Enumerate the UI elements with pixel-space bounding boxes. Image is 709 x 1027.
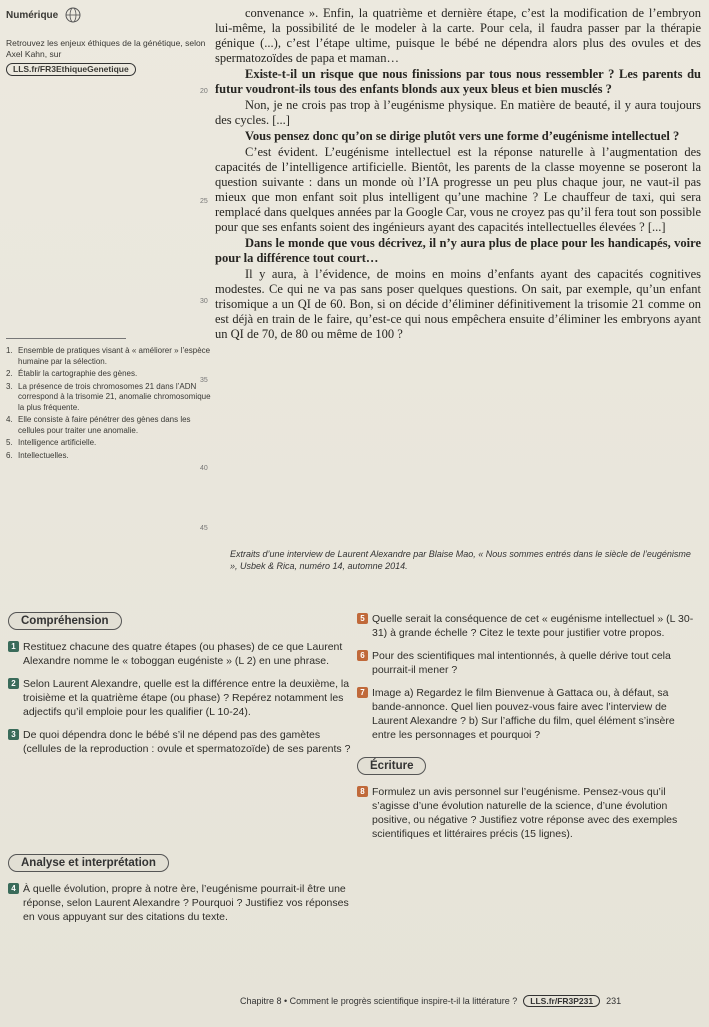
footnote bbox=[6, 346, 211, 367]
exercise-item bbox=[357, 686, 701, 742]
footnote bbox=[6, 415, 211, 436]
comprehension-section bbox=[8, 612, 353, 765]
footnote bbox=[6, 382, 211, 414]
line-number: 25 bbox=[200, 198, 208, 205]
footnote-text: La présence de trois chromosomes 21 dans l’ADN correspond à la trisomie 21, anomalie chromosomique la plus fréquente. bbox=[18, 381, 211, 412]
exercise-number-badge: 8 bbox=[357, 786, 368, 797]
source-citation: Extraits d’une interview de Laurent Alexandre par Blaise Mao, « Nous sommes entrés dans le siècle de l’eugénisme », Usbek & Rica, numéro 14, automne 2014. bbox=[230, 549, 691, 571]
exercise-number-badge: 5 bbox=[357, 613, 368, 624]
analyse-section bbox=[8, 854, 353, 933]
page-footer bbox=[240, 995, 700, 1007]
exercise-text: Selon Laurent Alexandre, quelle est la différence entre la deuxième, la troisième et la quatrième étape (ou phase) ? Repérez notamment les adjectifs qu’il emploie pour les qualifier (L 10-24). bbox=[23, 678, 350, 718]
analyse-title: Analyse et interprétation bbox=[8, 854, 169, 872]
footnote-number: 3. bbox=[6, 381, 13, 391]
exercise-item bbox=[8, 677, 353, 719]
line-number: 35 bbox=[200, 377, 208, 384]
footnote-number: 5. bbox=[6, 438, 13, 447]
line-number: 40 bbox=[200, 465, 208, 472]
exercise-number-badge: 6 bbox=[357, 650, 368, 661]
footer-chapter: Chapitre 8 • Comment le progrès scientifique inspire-t-il la littérature ? bbox=[240, 996, 518, 1006]
exercise-number-badge: 2 bbox=[8, 678, 19, 689]
globe-icon bbox=[62, 6, 84, 24]
exercise-item bbox=[8, 728, 353, 756]
exercise-number-badge: 7 bbox=[357, 687, 368, 698]
footnotes bbox=[6, 338, 211, 463]
exercise-number-badge: 4 bbox=[8, 883, 19, 894]
footnote-text: Elle consiste à faire pénétrer des gènes dans les cellules pour traiter une anomalie. bbox=[18, 415, 191, 435]
exercise-item bbox=[8, 882, 353, 924]
line-number: 45 bbox=[200, 525, 208, 532]
footer-link[interactable]: LLS.fr/FR3P231 bbox=[523, 995, 600, 1007]
exercise-item bbox=[357, 649, 701, 677]
footnote-text: Intellectuelles. bbox=[18, 450, 69, 460]
exercise-text: Quelle serait la conséquence de cet « eugénisme intellectuel » (L 30-31) à grande échelle ? Citez le texte pour justifier votre propos. bbox=[372, 613, 694, 639]
numerique-title: Numérique bbox=[6, 9, 59, 21]
footnote bbox=[6, 438, 211, 449]
interview-answer: convenance ». Enfin, la quatrième et dernière étape, c’est la modification de l’embryon lui-même, la possibilité de le modeler à la carte. Pour cela, il faudra passer par la thérapie génique (...), c’est l’étape ultime, puisque le bébé ne dépendra alors plus des ovules et des spermatozoïdes de papa et maman… bbox=[215, 6, 701, 65]
margin-column bbox=[6, 6, 206, 76]
footnote-number: 1. bbox=[6, 346, 13, 355]
exercise-text: De quoi dépendra donc le bébé s’il ne dépend pas des gamètes (cellules de la reproduction : ovule et spermatozoïde) de ses parents ? bbox=[23, 729, 351, 755]
line-number: 20 bbox=[200, 88, 208, 95]
interview-answer: Non, je ne crois pas trop à l’eugénisme physique. En matière de beauté, il y aura toujours des cycles. [...] bbox=[215, 98, 701, 127]
footnote-divider bbox=[6, 338, 126, 339]
comprehension-title: Compréhension bbox=[8, 612, 122, 630]
right-questions bbox=[357, 612, 701, 850]
footnote-text: Ensemble de pratiques visant à « améliorer » l’espèce humaine par la sélection. bbox=[18, 346, 211, 366]
footnote-number: 2. bbox=[6, 369, 13, 378]
exercise-number-badge: 3 bbox=[8, 729, 19, 740]
footnote bbox=[6, 451, 211, 462]
interview-answer: C’est évident. L’eugénisme intellectuel est la réponse naturelle à l’augmentation des capacités de l’intelligence artificielle. Bientôt, les parents de la classe moyenne se poseront la question suivante : dans un monde où l’IA progresse un peu plus chaque jour, ne vaut-il pas mieux que mon enfant soit plus intelligent qu’une machine ? Le chauffeur de taxi, qui sera remplacé dans quelques années par la Google Car, vous ne croyez pas qu’il fera tout son possible pour que ses enfants soient des ingénieurs ayant des capacités intellectuelles élevées ? [...] bbox=[215, 145, 701, 234]
footnote-number: 6. bbox=[6, 450, 13, 460]
numerique-link[interactable]: LLS.fr/FR3EthiqueGenetique bbox=[6, 63, 136, 76]
interview-question: Vous pensez donc qu’on se dirige plutôt vers une forme d’eugénisme intellectuel ? bbox=[245, 129, 680, 143]
interview-question: Existe-t-il un risque que nous finissions par tous nous ressembler ? Les parents du futur voudront-ils tous des enfants blonds aux yeux bleus et bien musclés ? bbox=[215, 67, 701, 96]
margin-text: Retrouvez les enjeux éthiques de la génétique, selon Axel Kahn, sur bbox=[6, 38, 206, 59]
interview-answer: Il y aura, à l’évidence, de moins en moins d’enfants ayant des capacités cognitives modestes. Ce qui ne va pas sans poser quelques questions. On sait, par exemple, qu’un enfant trisomique a un QI de 60. Bon, si on décide d’éliminer définitivement la trisomie 21 comme on est déjà en train de le faire, qu’est-ce qui nous empêchera ensuite d’éliminer les embryons ayant un QI de 70, de 80 ou même de 100 ? bbox=[215, 267, 701, 341]
exercise-item bbox=[357, 612, 701, 640]
exercise-item bbox=[8, 640, 353, 668]
footnote-text: Établir la cartographie des gènes. bbox=[18, 369, 138, 378]
exercise-text: Formulez un avis personnel sur l’eugénisme. Pensez-vous qu’il s’agisse d’une évolution naturelle de la science, d’une évolution positive, ou négative ? Justifiez votre réponse avec des exemples scientifiques et littéraires précis (15 lignes). bbox=[372, 786, 678, 840]
exercise-text: Pour des scientifiques mal intentionnés, à quelle dérive tout cela pourrait-il mener ? bbox=[372, 650, 671, 676]
exercise-text: Restituez chacune des quatre étapes (ou phases) de ce que Laurent Alexandre nomme le « toboggan eugéniste » (L 2) en une phrase. bbox=[23, 641, 343, 667]
line-number: 30 bbox=[200, 298, 208, 305]
interview-question: Dans le monde que vous décrivez, il n’y aura plus de place pour les handicapés, voire pour la différence tout court… bbox=[215, 236, 701, 265]
exercise-text: Image a) Regardez le film Bienvenue à Gattaca ou, à défaut, sa bande-annonce. Quel lien pouvez-vous faire avec l’interview de Laurent Alexandre ? b) Sur l’affiche du film, quel élément s’insère entre les personnages et pourquoi ? bbox=[372, 687, 675, 741]
exercise-text: À quelle évolution, propre à notre ère, l’eugénisme pourrait-il être une réponse, selon Laurent Alexandre ? Pourquoi ? Justifiez vos réponses en vous appuyant sur des citations du texte. bbox=[23, 883, 349, 923]
footnote bbox=[6, 369, 211, 380]
page-number: 231 bbox=[606, 996, 622, 1006]
footnote-number: 4. bbox=[6, 415, 13, 424]
interview-text bbox=[215, 6, 701, 343]
numerique-header bbox=[6, 6, 206, 24]
ecriture-title: Écriture bbox=[357, 757, 426, 775]
exercise-number-badge: 1 bbox=[8, 641, 19, 652]
footnote-text: Intelligence artificielle. bbox=[18, 438, 97, 447]
exercise-item bbox=[357, 785, 701, 841]
